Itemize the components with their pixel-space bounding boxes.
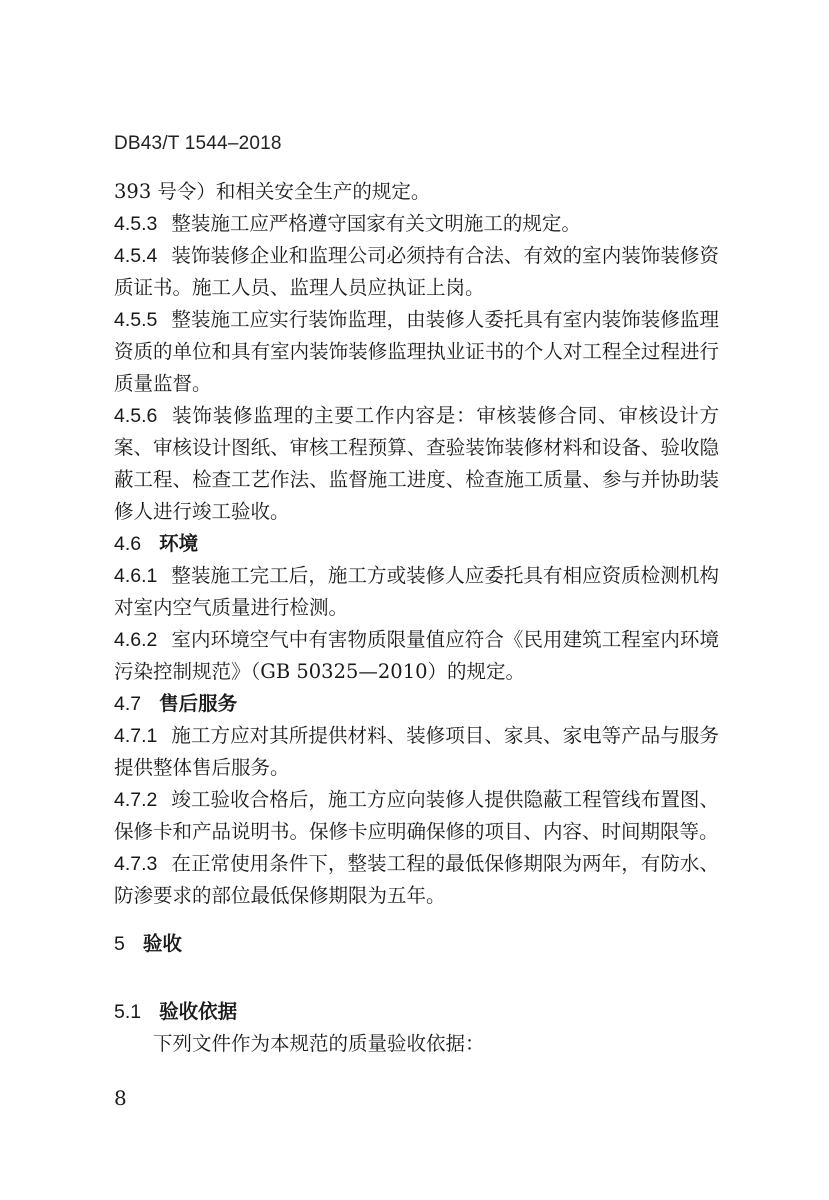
section-number: 5.1: [114, 1001, 142, 1023]
chapter-heading-5: [114, 928, 182, 956]
clause-4-7-1: [114, 720, 719, 784]
standard-code-header: DB43/T 1544–2018: [114, 133, 282, 154]
clause-4-5-6: [114, 400, 719, 528]
section-heading-4-6: [114, 528, 719, 560]
section-title: 环境: [159, 533, 199, 555]
clause-text: 施工方应对其所提供材料、装修项目、家具、家电等产品与服务提供整体售后服务。: [114, 724, 719, 779]
body-text: [114, 176, 719, 912]
clause-number: 4.5.3: [114, 213, 158, 235]
clause-text: 整装施工应实行装饰监理，由装修人委托具有室内装饰装修监理资质的单位和具有室内装饰装修监理执业证书的个人对工程全过程进行质量监督。: [114, 308, 719, 395]
section-heading-5-1: [114, 996, 237, 1024]
clause-text: 室内环境空气中有害物质限量值应符合《民用建筑工程室内环境污染控制规范》（GB 50325—2010）的规定。: [114, 628, 719, 683]
clause-number: 4.7.3: [114, 853, 158, 875]
clause-number: 4.6.2: [114, 629, 158, 651]
clause-text: 整装施工应严格遵守国家有关文明施工的规定。: [171, 212, 581, 235]
clause-4-5-5: [114, 304, 719, 400]
clause-number: 4.5.6: [114, 405, 158, 427]
section-number: 4.6: [114, 533, 142, 555]
page-number: 8: [114, 1086, 127, 1110]
clause-number: 4.5.5: [114, 309, 158, 331]
clause-number: 4.7.2: [114, 789, 158, 811]
clause-number: 4.5.4: [114, 245, 158, 267]
section-5-1-intro: 下列文件作为本规范的质量验收依据：: [153, 1032, 485, 1055]
clause-text: 装饰装修监理的主要工作内容是：审核装修合同、审核设计方案、审核设计图纸、审核工程预算、查验装饰装修材料和设备、验收隐蔽工程、检查工艺作法、监督施工进度、检查施工质量、参与并协助装修人进行竣工验收。: [114, 404, 719, 523]
clause-text: 在正常使用条件下，整装工程的最低保修期限为两年，有防水、防渗要求的部位最低保修期限为五年。: [114, 852, 719, 907]
clause-4-5-4: [114, 240, 719, 304]
clause-4-5-3: [114, 208, 719, 240]
section-title: 验收依据: [159, 1001, 238, 1023]
clause-4-6-1: [114, 560, 719, 624]
clause-4-7-2: [114, 784, 719, 848]
continuation-text: 393 号令）和相关安全生产的规定。: [114, 180, 431, 203]
section-title: 售后服务: [159, 693, 238, 715]
chapter-number: 5: [114, 933, 125, 955]
clause-number: 4.7.1: [114, 725, 158, 747]
clause-text: 整装施工完工后，施工方或装修人应委托具有相应资质检测机构对室内空气质量进行检测。: [114, 564, 719, 619]
clause-number: 4.6.1: [114, 565, 158, 587]
chapter-title: 验收: [142, 933, 182, 955]
clause-4-6-2: [114, 624, 719, 688]
clause-4-7-3: [114, 848, 719, 912]
section-number: 4.7: [114, 693, 142, 715]
clause-text: 装饰装修企业和监理公司必须持有合法、有效的室内装饰装修资质证书。施工人员、监理人员应执证上岗。: [114, 244, 719, 299]
clause-text: 竣工验收合格后，施工方应向装修人提供隐蔽工程管线布置图、保修卡和产品说明书。保修卡应明确保修的项目、内容、时间期限等。: [114, 788, 719, 843]
section-heading-4-7: [114, 688, 719, 720]
